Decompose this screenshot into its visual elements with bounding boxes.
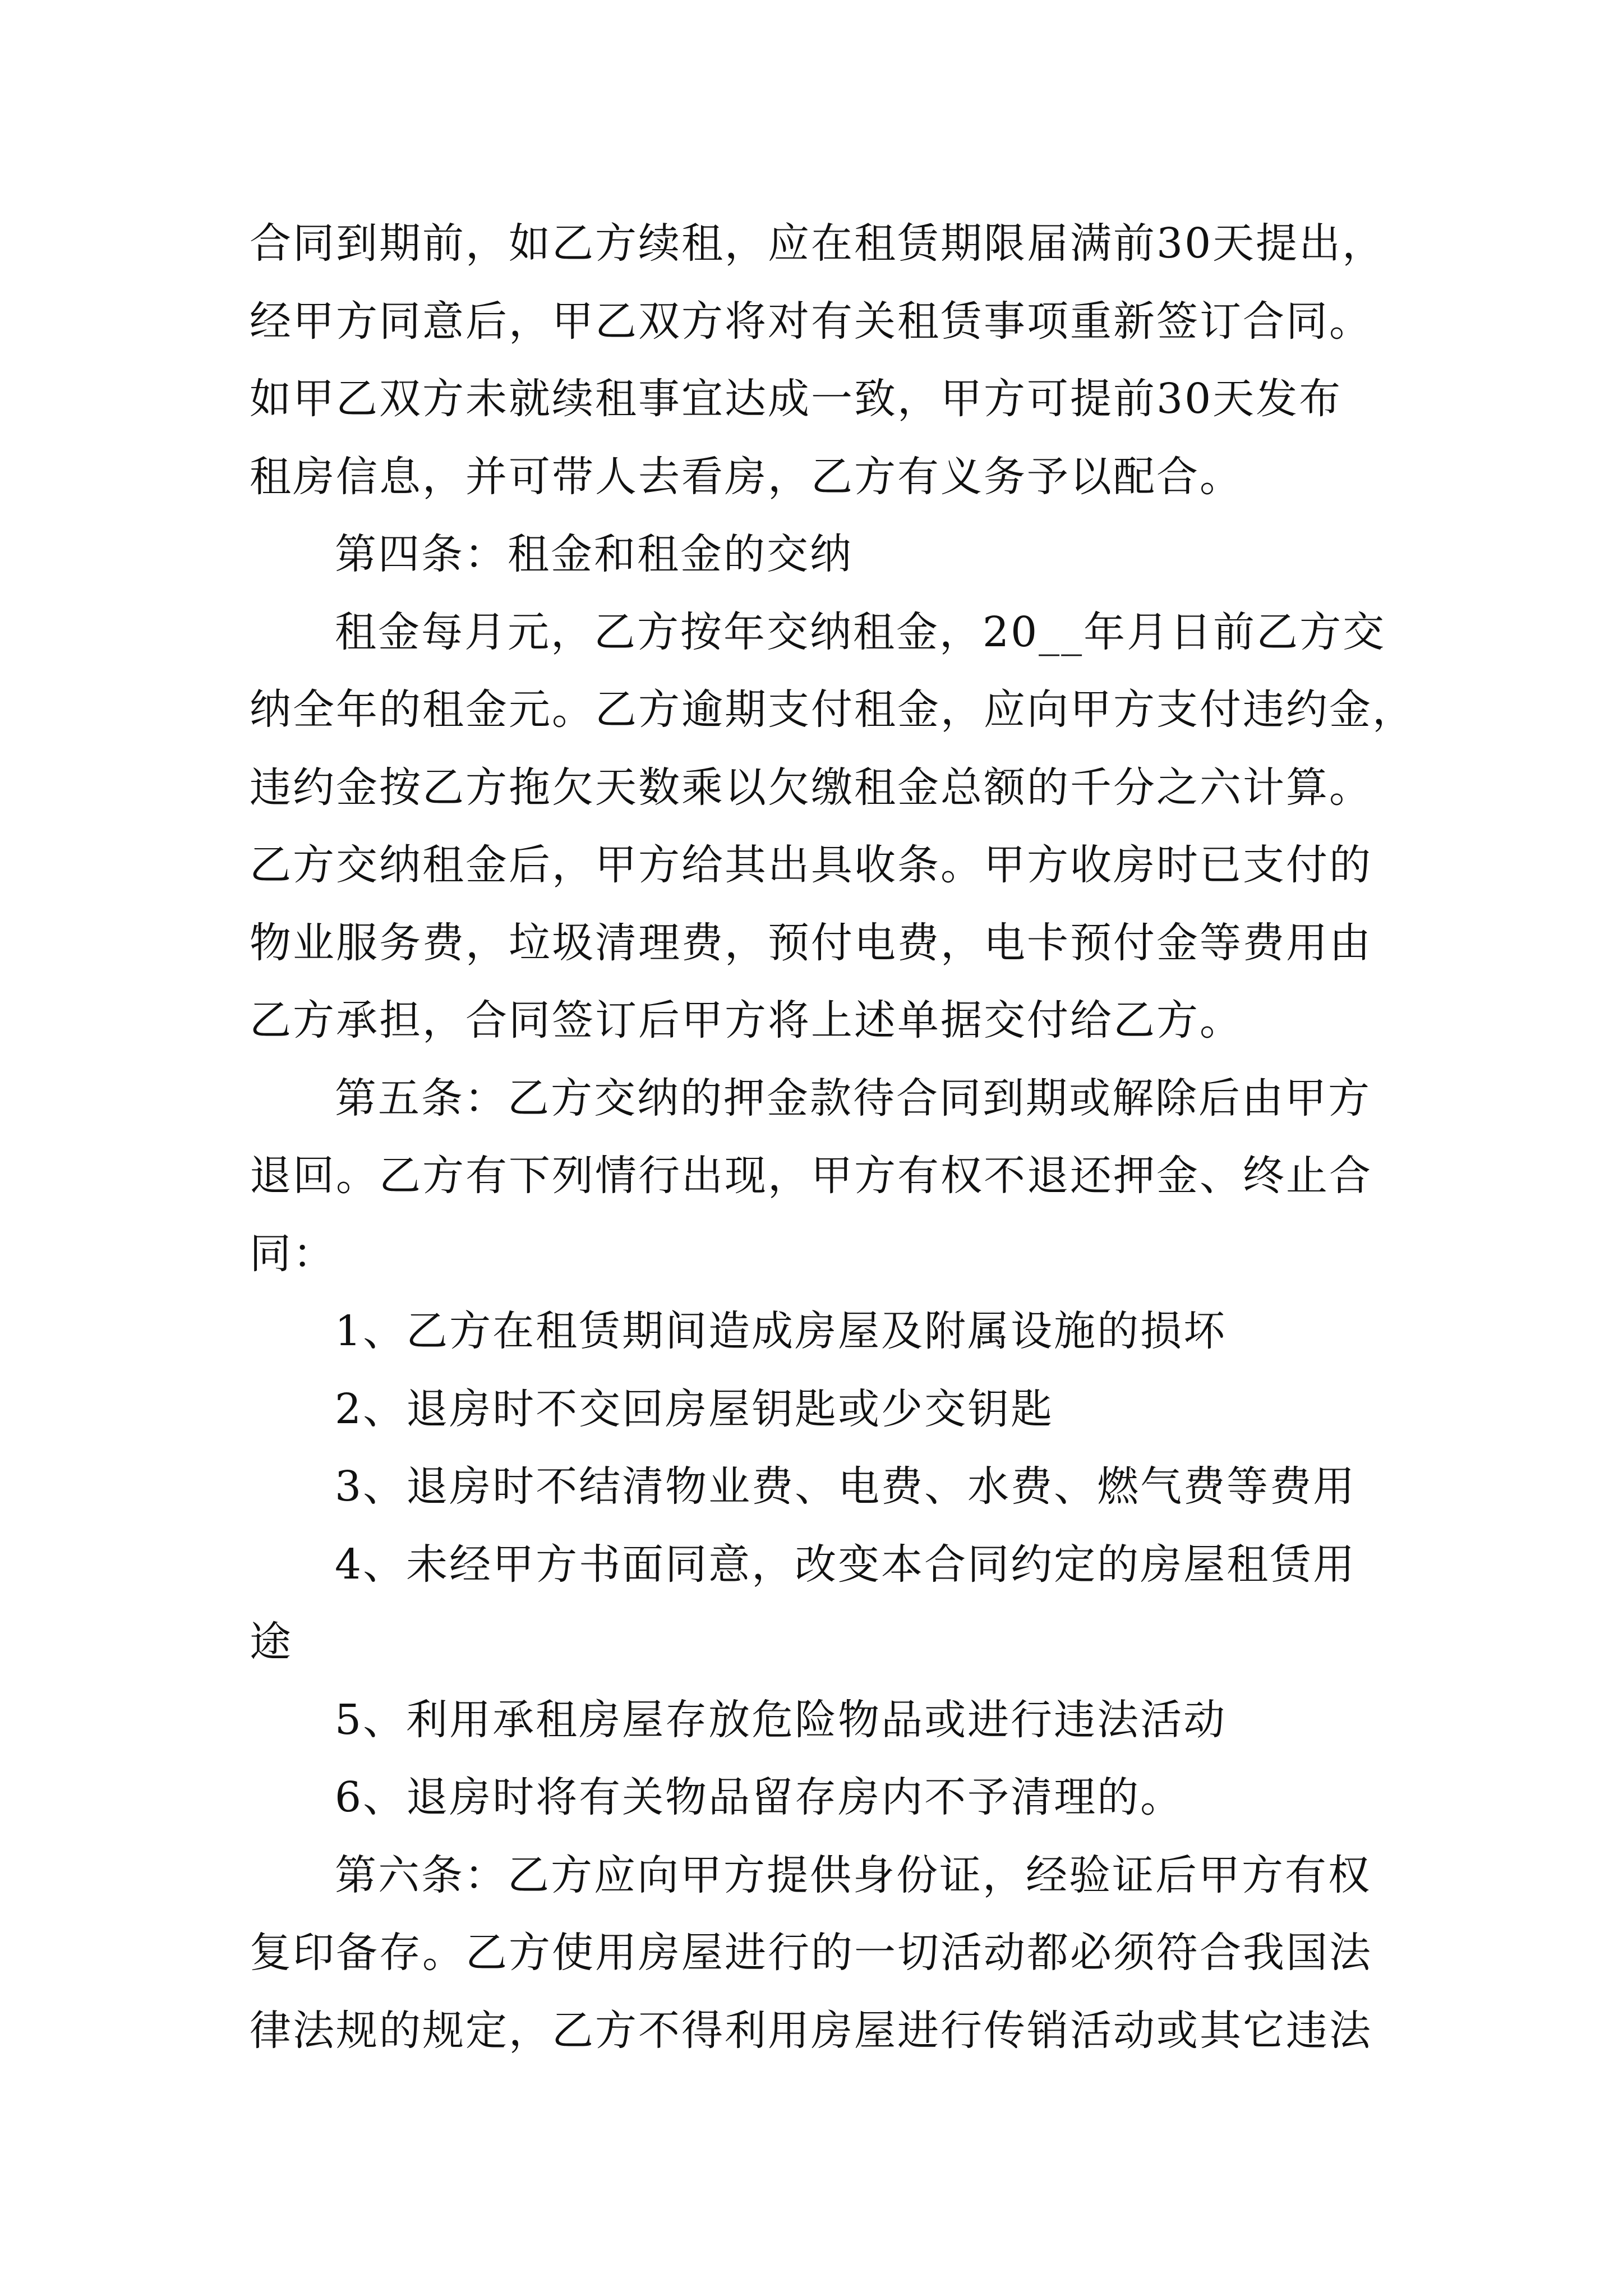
text-line: 租金每月元，乙方按年交纳租金，20__年月日前乙方交 — [335, 608, 1386, 656]
text-line: 物业服务费，垃圾清理费，预付电费，电卡预付金等费用由 — [250, 918, 1372, 967]
text-line: 乙方承担，合同签订后甲方将上述单据交付给乙方。 — [250, 996, 1243, 1045]
text-line: 2、退房时不交回房屋钥匙或少交钥匙 — [335, 1384, 1054, 1433]
text-line: 途 — [250, 1618, 293, 1666]
text-line: 1、乙方在租赁期间造成房屋及附属设施的损坏 — [335, 1307, 1227, 1355]
contract-body-text — [250, 205, 1415, 2069]
text-line: 6、退房时将有关物品留存房内不予清理的。 — [335, 1773, 1184, 1821]
text-line: 第六条：乙方应向甲方提供身份证，经验证后甲方有权 — [335, 1851, 1371, 1899]
text-line: 第四条：租金和租金的交纳 — [335, 530, 853, 578]
text-line: 同： — [250, 1229, 336, 1278]
text-line: 复印备存。乙方使用房屋进行的一切活动都必须符合我国法 — [250, 1929, 1372, 1977]
text-line: 如甲乙双方未就续租事宜达成一致，甲方可提前30天发布 — [250, 375, 1343, 423]
text-line: 合同到期前，如乙方续租，应在租赁期限届满前30天提出， — [250, 219, 1386, 268]
text-line: 经甲方同意后，甲乙双方将对有关租赁事项重新签订合同。 — [250, 297, 1372, 346]
text-line: 5、利用承租房屋存放危险物品或进行违法活动 — [335, 1695, 1227, 1744]
text-line: 律法规的规定，乙方不得利用房屋进行传销活动或其它违法 — [250, 2006, 1372, 2055]
text-line: 租房信息，并可带人去看房，乙方有义务予以配合。 — [250, 452, 1243, 501]
text-line: 纳全年的租金元。乙方逾期支付租金，应向甲方支付违约金， — [250, 685, 1415, 734]
text-line: 违约金按乙方拖欠天数乘以欠缴租金总额的千分之六计算。 — [250, 763, 1372, 812]
text-line: 4、未经甲方书面同意，改变本合同约定的房屋租赁用 — [335, 1540, 1357, 1589]
text-line: 退回。乙方有下列情行出现，甲方有权不退还押金、终止合 — [250, 1152, 1372, 1200]
text-line: 3、退房时不结清物业费、电费、水费、燃气费等费用 — [335, 1462, 1357, 1511]
text-line: 第五条：乙方交纳的押金款待合同到期或解除后由甲方 — [335, 1074, 1371, 1122]
text-line: 乙方交纳租金后，甲方给其出具收条。甲方收房时已支付的 — [250, 841, 1372, 889]
